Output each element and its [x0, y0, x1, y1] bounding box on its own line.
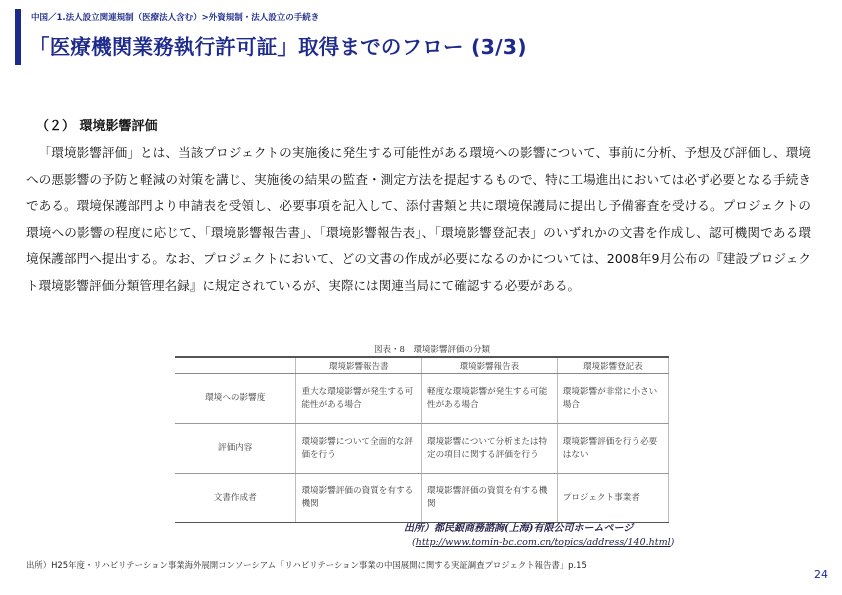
table-header-cell: 環境影響登記表 [557, 357, 668, 374]
title-accent-bar [15, 9, 21, 65]
body-paragraph: 「環境影響評価」とは、当該プロジェクトの実施後に発生する可能性がある環境への影響について、事前に分析、予想及び評価し、環境への悪影響の予防と軽減の対策を講じ、実施後の結果の監査・測定方法を提起するもので、特に工場進出においては必ず必要となる手続きである。環境保護部門より申請表を受領し、必要事項を記入して、添付書類と共に環境保護局に提出し予備審査を受ける。プロジェクトの環境への影響の程度に応じて、「環境影響報告書」、「環境影響報告表」、「環境影響登記表」のいずれかの文書を作成し、認可機関である環境保護部門へ提出する。なお、プロジェクトにおいて、どの文書の作成が必要になるのかについては、2008年9月公布の『建設プロジェクト環境影響評価分類管理名録』に規定されているが、実際には関連当局にて確認する必要がある。 [26, 145, 811, 293]
page-number: 24 [814, 568, 828, 581]
table-cell: 重大な環境影響が発生する可能性がある場合 [296, 374, 422, 424]
table-cell: 環境影響評価を行う必要はない [557, 424, 668, 474]
table-cell: 軽度な環境影響が発生する可能性がある場合 [421, 374, 557, 424]
page-title: 「医療機関業務執行許可証」取得までのフロー (3/3) [29, 35, 527, 59]
source-footnote: 出所）H25年度・リハビリテーション事業海外展開コンソーシアム「リハビリテーション事業の中国展開に関する実証調査プロジェクト報告書」p.15 [26, 560, 587, 570]
table-cell: 環境影響評価の資質を有する機関 [421, 474, 557, 523]
breadcrumb: 中国／1.法人設立関連規制（医療法人含む）>外資規制・法人設立の手続き [31, 13, 320, 23]
figure-url-link[interactable]: http://www.tomin-bc.com.cn/topics/address/140.html [415, 537, 671, 548]
row-header: 環境への影響度 [175, 374, 296, 424]
figure-source-url[interactable]: (http://www.tomin-bc.com.cn/topics/address/140.html) [412, 537, 675, 548]
section-heading: （２） 環境影響評価 [36, 119, 158, 134]
table-cell: プロジェクト事業者 [557, 474, 668, 523]
table-cell: 環境影響について全面的な評価を行う [296, 424, 422, 474]
table-row [175, 374, 669, 424]
table-header-cell: 環境影響報告表 [421, 357, 557, 374]
table-header-row [175, 357, 669, 374]
row-header: 評価内容 [175, 424, 296, 474]
figure-caption: 図表・8 環境影響評価の分類 [374, 345, 490, 355]
table-cell: 環境影響が非常に小さい場合 [557, 374, 668, 424]
table-cell: 環境影響について分析または特定の項目に関する評価を行う [421, 424, 557, 474]
table-header-cell: 環境影響報告書 [296, 357, 422, 374]
figure-source: 出所）都民銀商務諮詢(上海)有限公司ホームページ [404, 523, 634, 534]
table-row [175, 424, 669, 474]
row-header: 文書作成者 [175, 474, 296, 523]
table-header-corner [175, 357, 296, 374]
classification-table [175, 356, 669, 523]
table-cell: 環境影響評価の資質を有する機関 [296, 474, 422, 523]
table-row [175, 474, 669, 523]
